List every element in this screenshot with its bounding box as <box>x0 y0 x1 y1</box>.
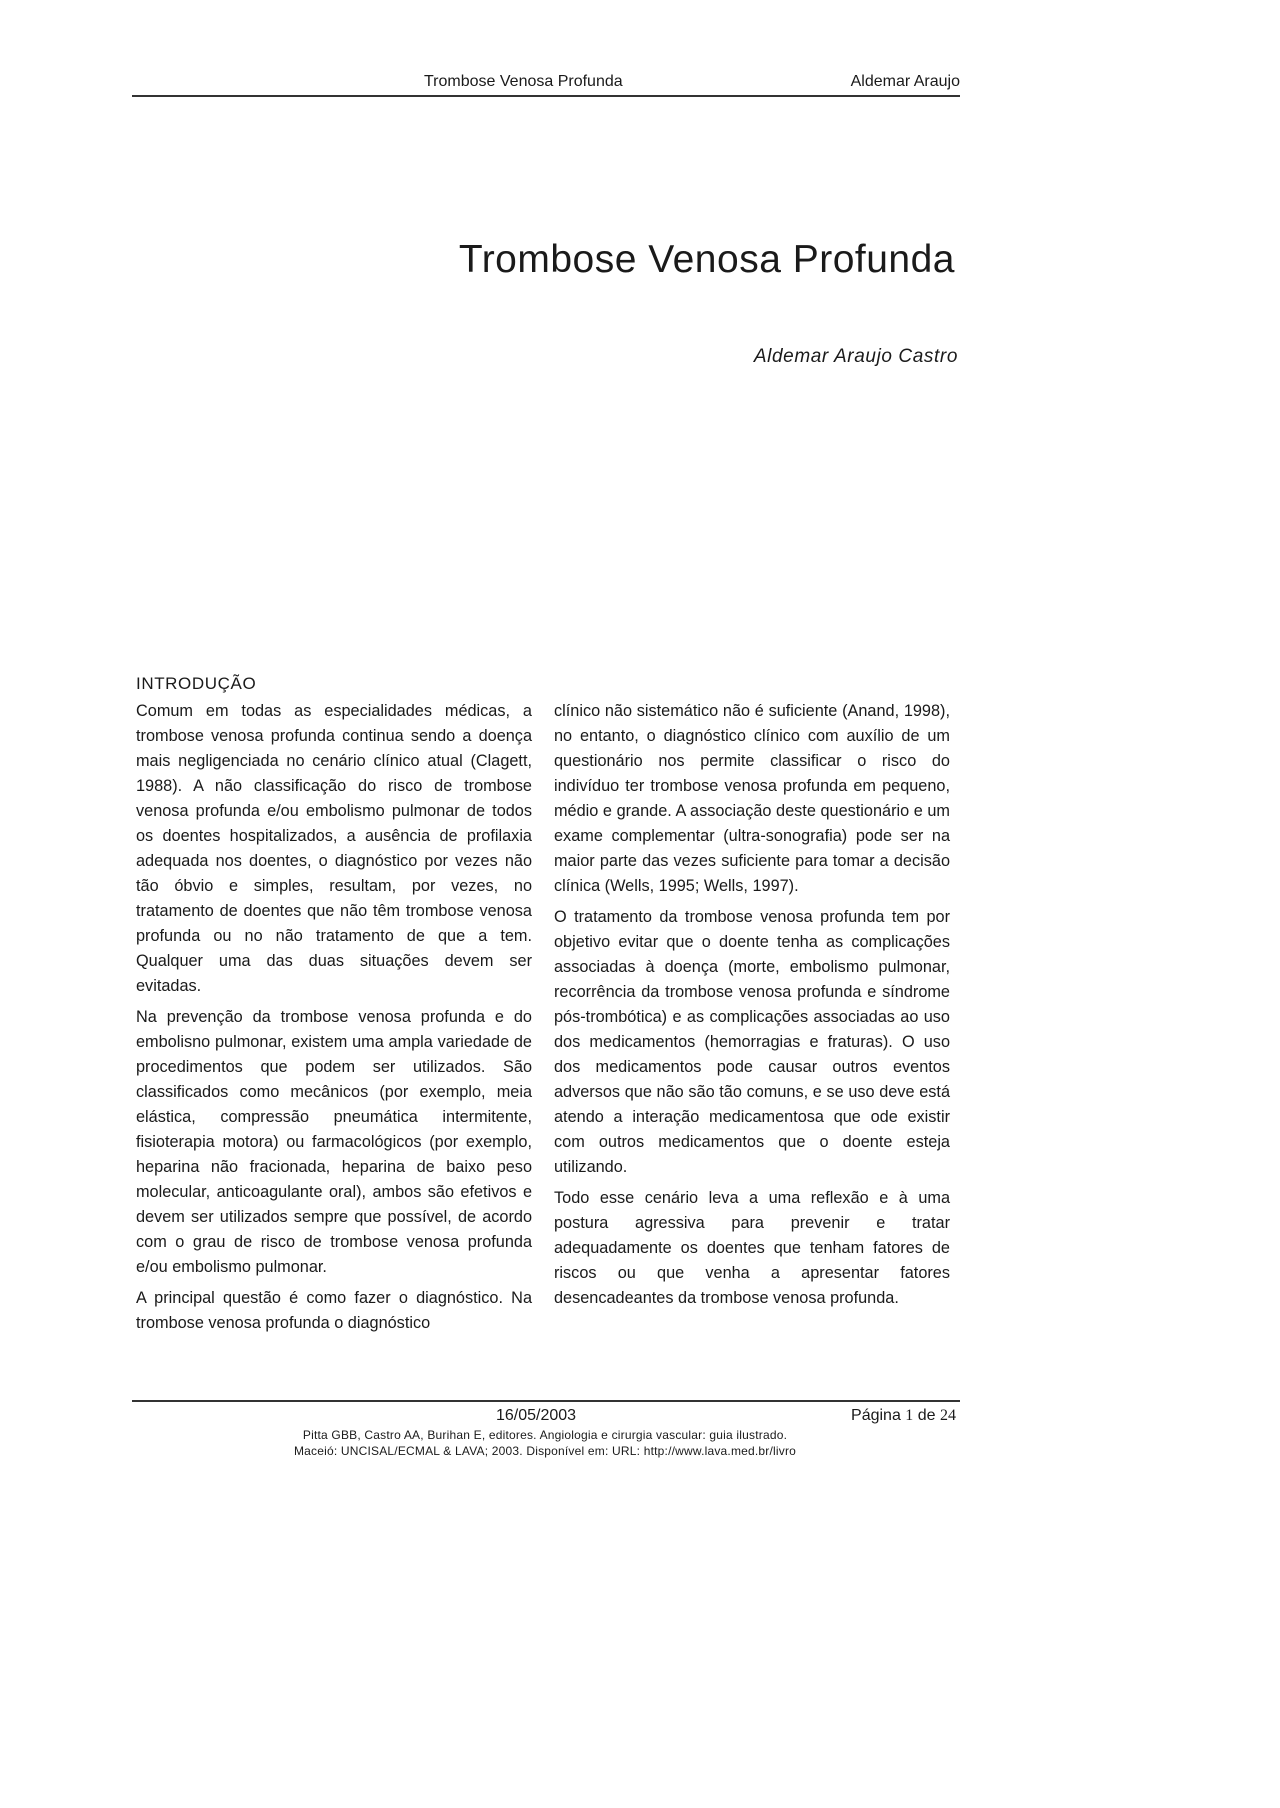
paragraph: clínico não sistemático não é suficiente (Anand, 1998), no entanto, o diagnóstico clínico com auxílio de um questionário nos permite classificar o risco do indivíduo ter trombose venosa profunda em pequeno, médio e grande. A associação deste questionário e um exame complementar (ultra-sonografia) pode ser na maior parte das vezes suficiente para tomar a decisão clínica (Wells, 1995; Wells, 1997). <box>554 702 950 895</box>
author-byline: Aldemar Araujo Castro <box>753 346 958 367</box>
paragraph: O tratamento da trombose venosa profunda tem por objetivo evitar que o doente tenha as complicações associadas à doença (morte, embolismo pulmonar, recorrência da trombose venosa profunda e síndrome pós-trombótica) e as complicações associadas ao uso dos medicamentos (hemorragias e fraturas). O uso dos medicamentos pode causar outros eventos adversos que não são tão comuns, e se uso deve está atendo a interação medicamentosa que ode existir com outros medicamentos que o doente esteja utilizando. <box>554 908 950 1176</box>
running-header-author: Aldemar Araujo <box>850 73 960 90</box>
paragraph: Todo esse cenário leva a uma reflexão e à uma postura agressiva para prevenir e tratar adequadamente os doentes que tenham fatores de riscos ou que venha a apresentar fatores desencadeantes da trombose venosa profunda. <box>554 1189 950 1307</box>
citation-line-2: Maceió: UNCISAL/ECMAL & LAVA; 2003. Disponível em: URL: http://www.lava.med.br/livro <box>293 1444 797 1458</box>
paragraph: Comum em todas as especialidades médicas, a trombose venosa profunda continua sendo a doença mais negligenciada no cenário clínico atual (Clagett, 1988). A não classificação do risco de trombose venosa profunda e/ou embolismo pulmonar de todos os doentes hospitalizados, a ausência de profilaxia adequada nos doentes, o diagnóstico por vezes não tão óbvio e simples, resultam, por vezes, no tratamento de doentes que não têm trombose venosa profunda ou no não tratamento de que a tem. Qualquer uma das duas situações devem ser evitadas. <box>136 702 532 995</box>
footer-date: 16/05/2003 <box>496 1407 577 1424</box>
page-number: 1 <box>905 1407 914 1424</box>
footer-rule <box>132 1400 960 1402</box>
section-heading-introducao: INTRODUÇÃO <box>136 674 257 693</box>
paragraph: A principal questão é como fazer o diagnóstico. Na trombose venosa profunda o diagnóstico <box>136 1289 532 1332</box>
right-column <box>554 699 950 1317</box>
left-column <box>136 699 532 1342</box>
document-title: Trombose Venosa Profunda <box>458 238 955 281</box>
running-header-title: Trombose Venosa Profunda <box>424 73 623 90</box>
footer-page-number <box>851 1407 956 1425</box>
citation-line-1: Pitta GBB, Castro AA, Burihan E, editores. Angiologia e cirurgia vascular: guia ilustrado. <box>302 1428 788 1442</box>
page-total: 24 <box>940 1407 956 1424</box>
paragraph: Na prevenção da trombose venosa profunda e do embolisno pulmonar, existem uma ampla variedade de procedimentos que podem ser utilizados. São classificados como mecânicos (por exemplo, meia elástica, compressão pneumática intermitente, fisioterapia motora) ou farmacológicos (por exemplo, heparina não fracionada, heparina de baixo peso molecular, anticoagulante oral), ambos são efetivos e devem ser utilizados sempre que possível, de acordo com o grau de risco de trombose venosa profunda e/ou embolismo pulmonar. <box>136 1008 532 1276</box>
page-label: Página <box>851 1407 901 1424</box>
running-header <box>132 73 960 97</box>
page-of: de <box>917 1407 936 1424</box>
